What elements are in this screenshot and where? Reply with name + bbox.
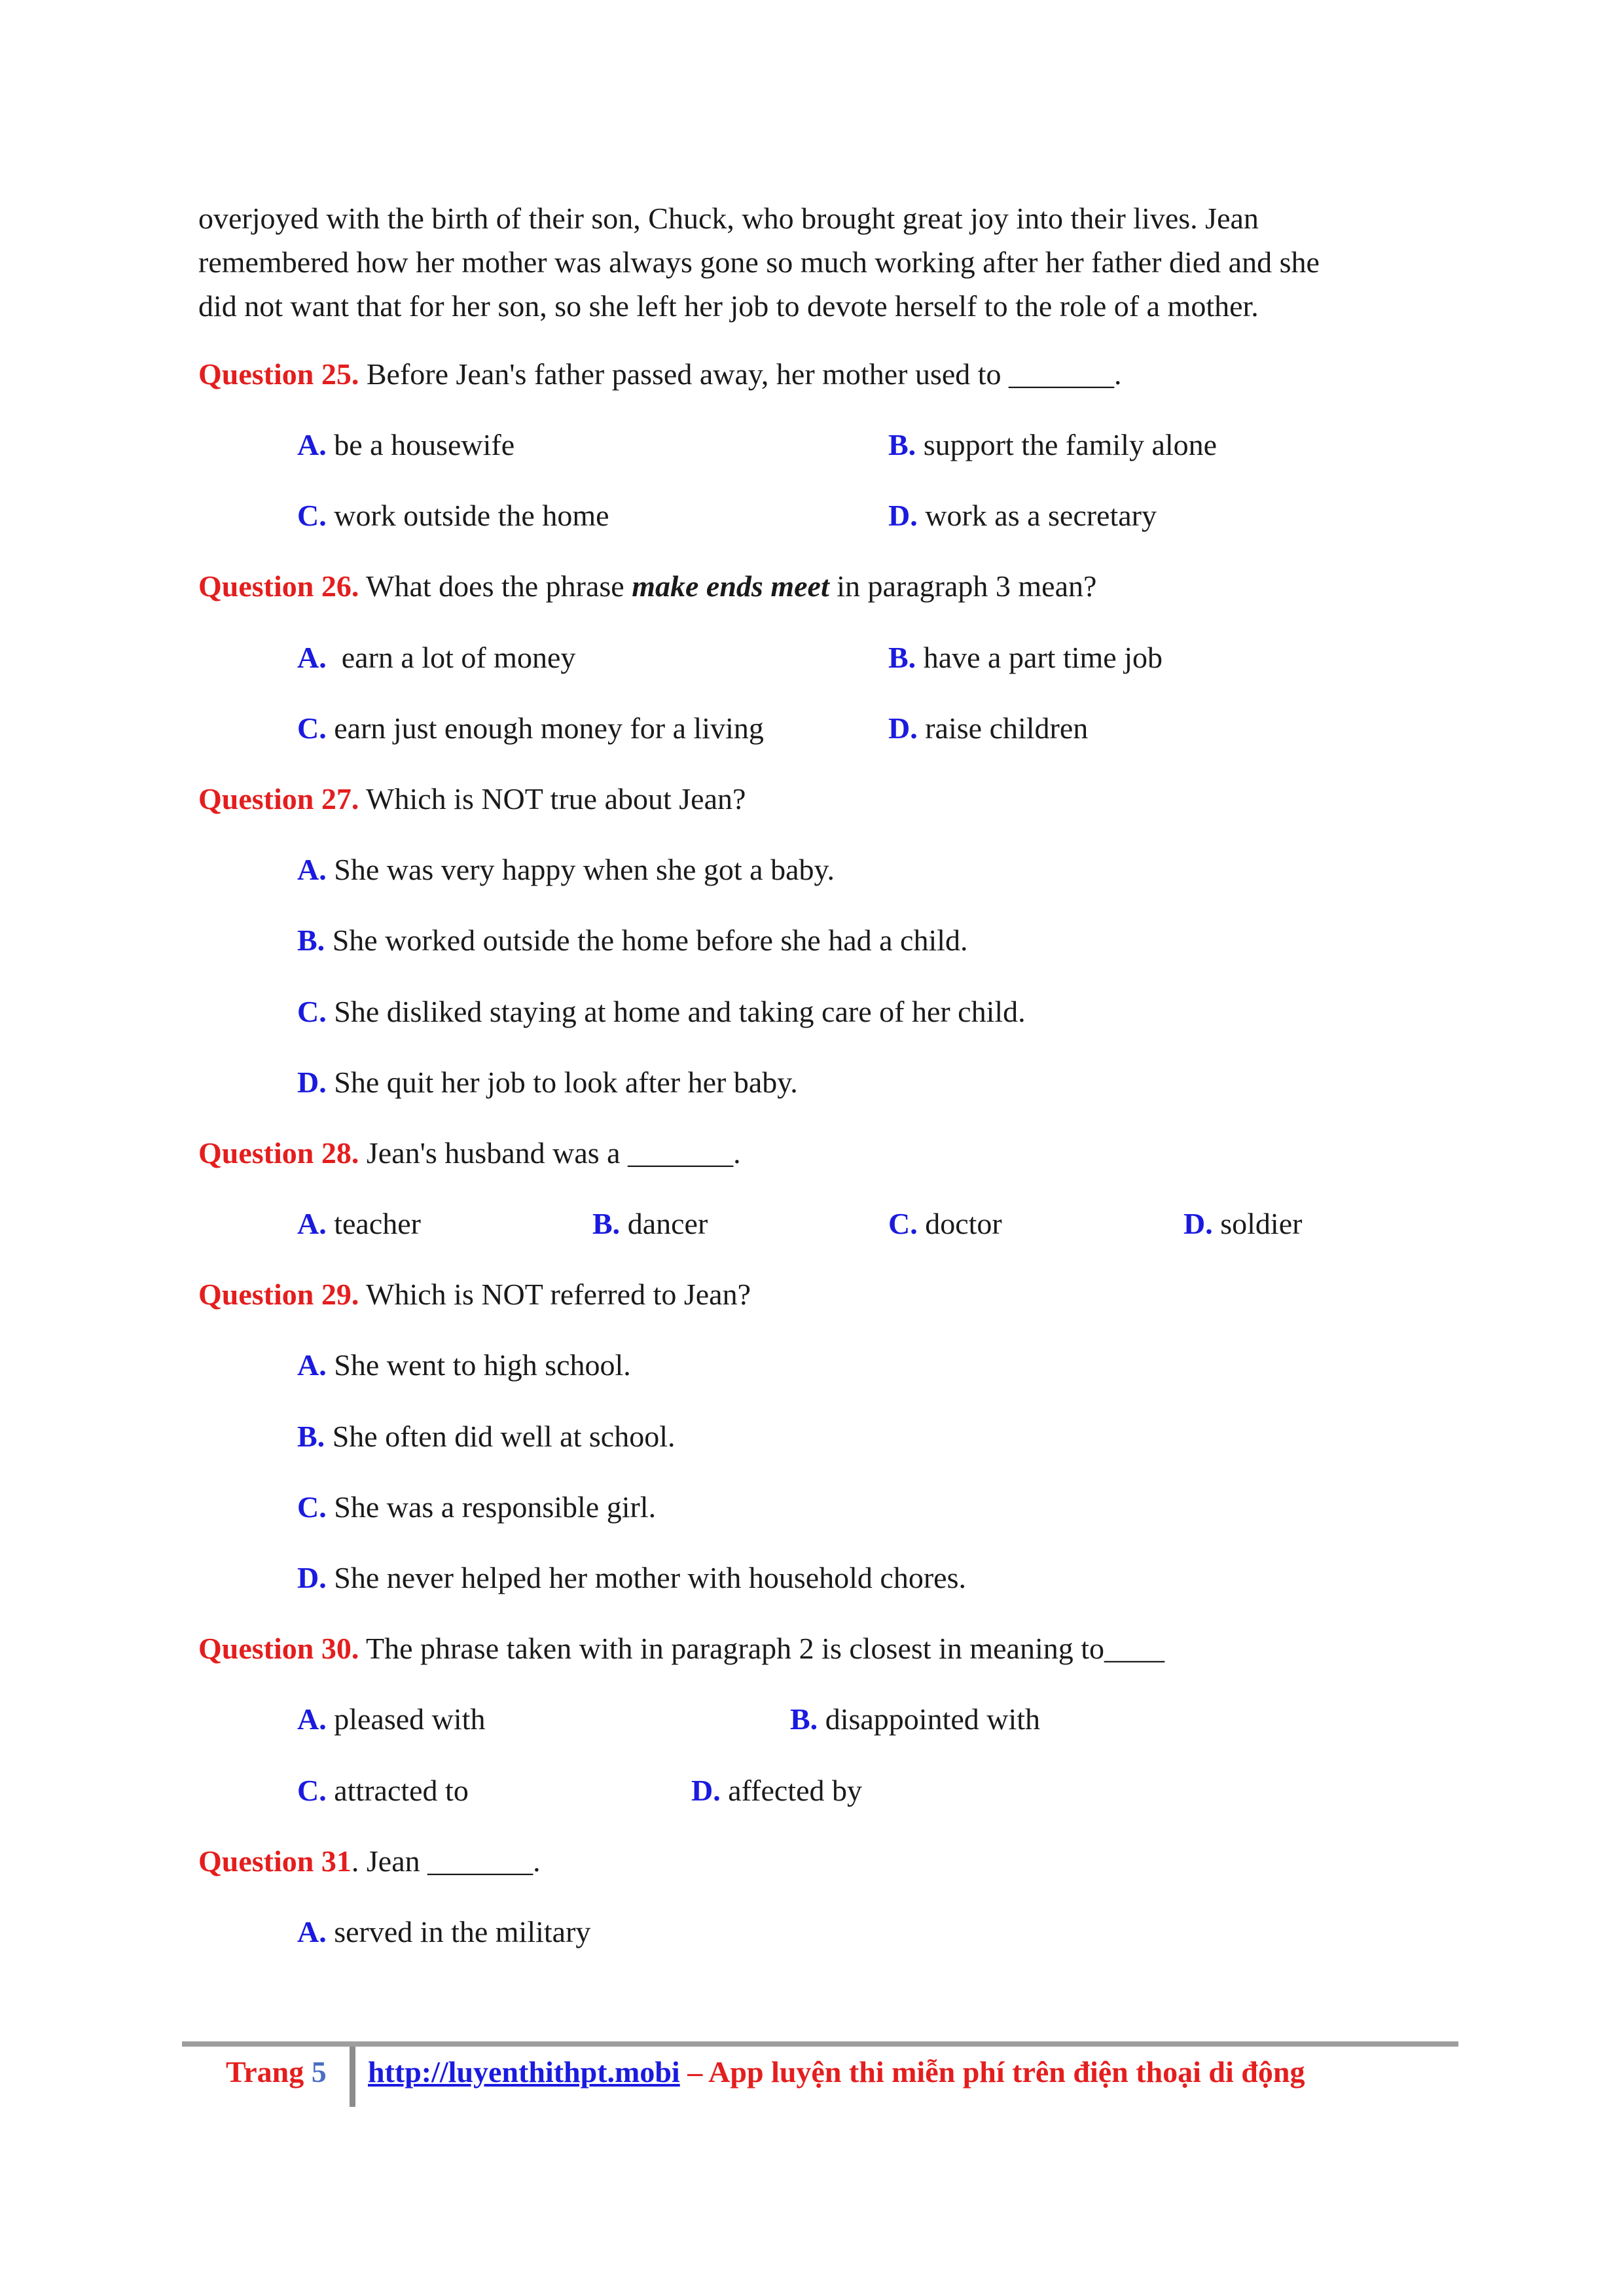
option-text: doctor (917, 1207, 1002, 1240)
option-letter: B. (790, 1702, 818, 1736)
question-text: The phrase taken with in paragraph 2 is closest in meaning to____ (359, 1632, 1165, 1665)
option-d (691, 1772, 862, 1809)
option-b (592, 1206, 708, 1242)
option-letter: B. (297, 1420, 325, 1453)
option-a (297, 1914, 590, 1950)
option-letter: A. (297, 641, 327, 674)
option-letter: D. (691, 1774, 721, 1807)
passage-paragraph (198, 196, 1442, 328)
option-text: She was very happy when she got a baby. (326, 853, 835, 886)
option-text: She went to high school. (326, 1348, 631, 1382)
option-text: served in the military (326, 1915, 591, 1948)
option-text: She disliked staying at home and taking care of her child. (326, 995, 1026, 1028)
option-text: attracted to (326, 1774, 469, 1807)
option-text: dancer (620, 1207, 708, 1240)
option-letter: B. (888, 428, 916, 461)
option-letter: D. (888, 711, 918, 745)
option-text: earn a lot of money (326, 641, 576, 674)
option-letter: A. (297, 1702, 327, 1736)
option-text: pleased with (326, 1702, 486, 1736)
option-a (297, 1347, 631, 1384)
footer-separator (350, 2047, 355, 2107)
option-c (297, 1489, 656, 1526)
option-b (297, 1418, 675, 1455)
option-c (297, 994, 1026, 1030)
option-letter: D. (297, 1561, 327, 1594)
option-d (297, 1064, 798, 1101)
option-letter: B. (592, 1207, 621, 1240)
option-text: affected by (720, 1774, 862, 1807)
question-text: Before Jean's father passed away, her mother used to _______. (359, 357, 1122, 391)
footer-link[interactable]: http://luyenthithpt.mobi (368, 2055, 680, 2089)
question-28 (198, 1135, 741, 1172)
option-d (888, 710, 1088, 747)
question-31 (198, 1843, 541, 1880)
question-text: in paragraph 3 mean? (829, 569, 1097, 603)
option-letter: B. (888, 641, 916, 674)
page-label: Trang (226, 2055, 312, 2089)
option-text: She worked outside the home before she had a child. (325, 924, 968, 957)
option-a (297, 852, 835, 888)
option-a (297, 1206, 421, 1242)
option-b (790, 1701, 1040, 1738)
option-text: be a housewife (326, 428, 515, 461)
option-letter: A. (297, 1915, 327, 1948)
passage-line: overjoyed with the birth of their son, Chuck, who brought great joy into their lives. Jean (198, 202, 1259, 235)
option-text: She never helped her mother with household chores. (326, 1561, 966, 1594)
question-label: Question 28. (198, 1136, 359, 1170)
question-text: Which is NOT referred to Jean? (359, 1278, 751, 1311)
option-d (1183, 1206, 1302, 1242)
option-letter: A. (297, 1207, 327, 1240)
option-a (297, 427, 514, 463)
option-letter: D. (297, 1066, 327, 1099)
option-text: soldier (1212, 1207, 1303, 1240)
question-label: Question 31 (198, 1844, 352, 1878)
option-letter: D. (1183, 1207, 1213, 1240)
question-text: . Jean _______. (351, 1844, 541, 1878)
option-letter: A. (297, 853, 327, 886)
option-text: disappointed with (818, 1702, 1041, 1736)
option-b (888, 427, 1217, 463)
option-text: teacher (326, 1207, 422, 1240)
footer-page-label (226, 2054, 327, 2090)
question-emphasis: make ends meet (632, 569, 829, 603)
footer-tagline: – App luyện thi miễn phí trên điện thoại di động (679, 2055, 1305, 2089)
option-letter: C. (297, 499, 327, 532)
footer-promo (368, 2054, 1305, 2090)
question-29 (198, 1276, 751, 1313)
question-label: Question 26. (198, 569, 359, 603)
question-label: Question 30. (198, 1632, 359, 1665)
option-letter: B. (297, 924, 325, 957)
option-letter: C. (297, 995, 327, 1028)
question-label: Question 25. (198, 357, 359, 391)
option-text: work as a secretary (917, 499, 1157, 532)
question-label: Question 27. (198, 782, 359, 816)
question-label: Question 29. (198, 1278, 359, 1311)
option-text: She often did well at school. (325, 1420, 676, 1453)
option-text: support the family alone (916, 428, 1218, 461)
question-text: What does the phrase (359, 569, 632, 603)
option-text: have a part time job (916, 641, 1163, 674)
option-text: earn just enough money for a living (326, 711, 764, 745)
option-letter: A. (297, 428, 327, 461)
option-a (297, 1701, 485, 1738)
option-b (297, 922, 968, 959)
option-c (297, 497, 609, 534)
question-text: Which is NOT true about Jean? (359, 782, 746, 816)
option-text: work outside the home (326, 499, 609, 532)
option-d (297, 1560, 966, 1596)
question-30 (198, 1630, 1164, 1667)
option-c (297, 1772, 469, 1809)
option-letter: C. (888, 1207, 918, 1240)
option-text: She was a responsible girl. (326, 1490, 657, 1524)
page-number: 5 (311, 2055, 327, 2089)
option-d (888, 497, 1157, 534)
passage-line: did not want that for her son, so she left her job to devote herself to the role of a mother. (198, 289, 1259, 323)
question-26 (198, 568, 1096, 605)
option-b (888, 639, 1163, 676)
option-letter: D. (888, 499, 918, 532)
option-c (888, 1206, 1002, 1242)
option-a (297, 639, 575, 676)
option-text: raise children (917, 711, 1089, 745)
option-letter: C. (297, 1490, 327, 1524)
footer-divider (182, 2041, 1458, 2047)
question-25 (198, 356, 1122, 393)
question-27 (198, 781, 746, 817)
option-text: She quit her job to look after her baby. (326, 1066, 798, 1099)
question-text: Jean's husband was a _______. (359, 1136, 741, 1170)
option-letter: C. (297, 1774, 327, 1807)
passage-line: remembered how her mother was always gone so much working after her father died and she (198, 245, 1320, 279)
option-c (297, 710, 764, 747)
option-letter: A. (297, 1348, 327, 1382)
option-letter: C. (297, 711, 327, 745)
